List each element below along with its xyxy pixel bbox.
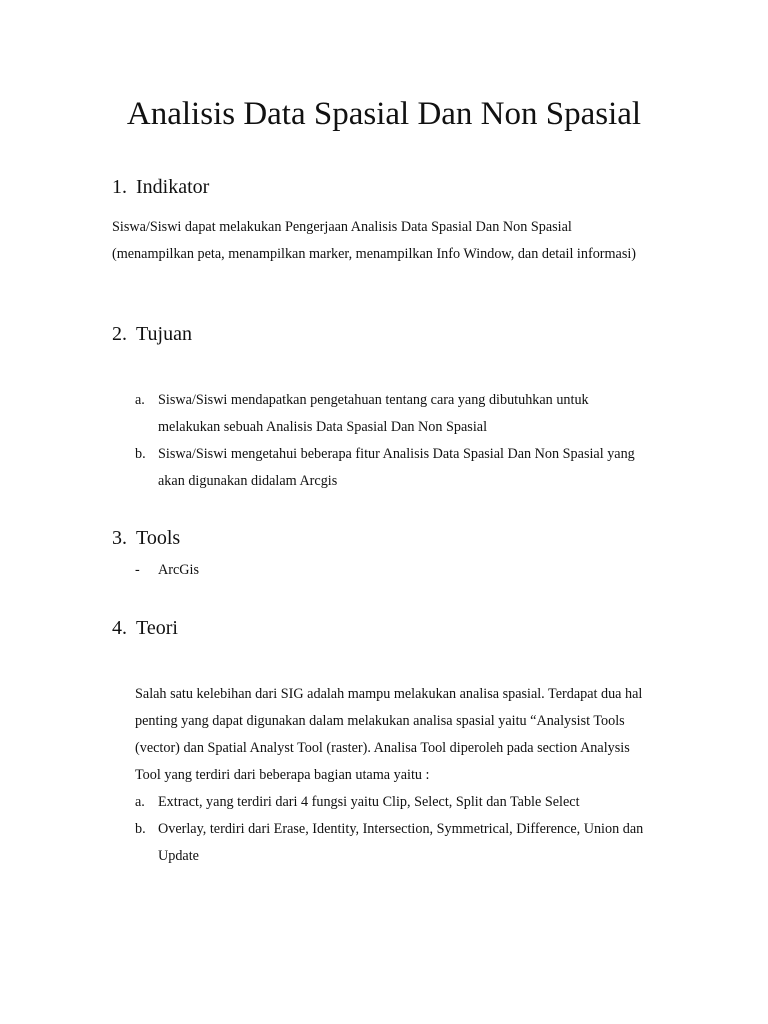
list-item-text [158,441,635,495]
section-number: 2. [112,323,127,345]
paragraph-line: (vector) dan Spatial Analyst Tool (raster). Analisa Tool diperoleh pada section Analysis [135,740,630,756]
list-item [135,387,589,441]
section-number: 3. [112,527,127,549]
paragraph-line: penting yang dapat digunakan dalam melakukan analisa spasial yaitu “Analysist Tools [135,713,625,729]
list-item-text [158,816,643,870]
list-item-text [158,557,199,584]
paragraph-line: Siswa/Siswi dapat melakukan Pengerjaan Analisis Data Spasial Dan Non Spasial [112,219,572,235]
list-item-line: Extract, yang terdiri dari 4 fungsi yaitu Clip, Select, Split dan Table Select [158,794,580,810]
list-item-line: melakukan sebuah Analisis Data Spasial Dan Non Spasial [158,419,488,435]
section-number: 1. [112,176,127,198]
list-marker: b. [135,446,146,462]
indikator-paragraph [112,214,636,268]
list-item-text [158,789,580,816]
section-title: Indikator [136,176,210,198]
teori-paragraph [135,681,642,789]
list-marker: a. [135,794,145,810]
list-marker: b. [135,821,146,837]
list-item-line: Siswa/Siswi mengetahui beberapa fitur Analisis Data Spasial Dan Non Spasial yang [158,446,635,462]
section-heading-tujuan [112,321,192,347]
list-item-line: Overlay, terdiri dari Erase, Identity, Intersection, Symmetrical, Difference, Union dan [158,821,644,837]
section-heading-teori [112,615,178,641]
list-marker: a. [135,392,145,408]
section-title: Teori [136,617,178,639]
list-item [135,557,199,584]
list-item-line: Update [158,848,199,864]
section-title: Tools [136,527,181,549]
paragraph-line: Tool yang terdiri dari beberapa bagian utama yaitu : [135,767,430,783]
list-item [135,816,643,870]
list-item-line: Siswa/Siswi mendapatkan pengetahuan tentang cara yang dibutuhkan untuk [158,392,589,408]
section-number: 4. [112,617,127,639]
section-heading-tools [112,525,180,551]
list-marker: - [135,562,140,578]
list-item [135,441,635,495]
document-title: Analisis Data Spasial Dan Non Spasial [126,96,642,132]
list-item [135,789,580,816]
list-item-text [158,387,589,441]
paragraph-line: Salah satu kelebihan dari SIG adalah mampu melakukan analisa spasial. Terdapat dua hal [135,686,643,702]
list-item-line: ArcGis [158,562,199,578]
paragraph-line: (menampilkan peta, menampilkan marker, menampilkan Info Window, dan detail informasi) [112,246,637,262]
list-item-line: akan digunakan didalam Arcgis [158,473,338,489]
section-heading-indikator [112,174,209,200]
section-title: Tujuan [136,323,192,345]
